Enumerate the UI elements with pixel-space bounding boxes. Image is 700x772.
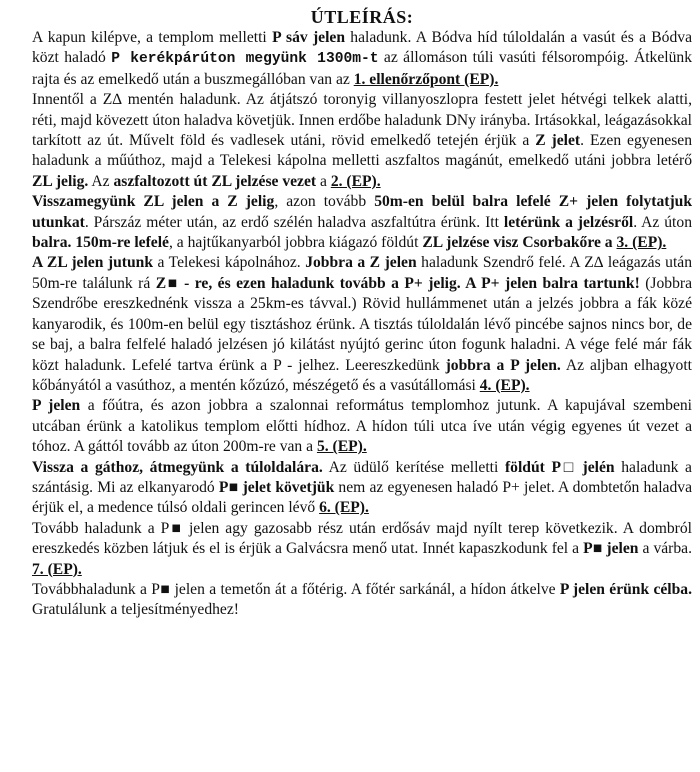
body-text: Továbbhaladunk a P■ jelen a temetőn át a főtérig. A főtér sarkánál, a hídon átkelve <box>32 580 560 598</box>
route-paragraph-7 <box>32 519 692 580</box>
route-paragraph-8 <box>32 580 692 621</box>
route-paragraph-6 <box>32 458 692 519</box>
route-paragraph-3 <box>32 192 692 253</box>
bold-text: P jelen <box>32 397 81 415</box>
bold-text: balra. 150m-re lefelé <box>32 234 169 252</box>
body-text: . Párszáz méter után, az erdő szélén haladva aszfaltútra érünk. Itt <box>84 213 504 231</box>
body-text: Gratulálunk a teljesítményedhez! <box>32 601 239 619</box>
checkpoint-label: 5. (EP). <box>316 438 367 456</box>
body-text: , azon tovább <box>274 193 375 211</box>
body-text: Tovább haladunk a P■ jelen agy gazosabb rész után erdősáv majd nyílt terep következik. A dombról ereszkedés közben látjuk és el is érjük a Galvácsra menő utat. Innét kapaszkodunk fel a <box>32 519 692 558</box>
route-paragraph-4 <box>32 253 692 396</box>
bold-text: P sáv jelen <box>272 29 346 46</box>
bold-text: A ZL jelen jutunk <box>32 254 153 272</box>
body-text: , a hajtűkanyarból jobbra kiágazó földút <box>168 234 423 252</box>
route-description <box>32 28 692 621</box>
body-text: a Telekesi kápolnához. <box>153 254 306 272</box>
bold-text: Vissza a gáthoz, átmegyünk a túloldalára. <box>32 458 323 476</box>
checkpoint-label: 6. (EP). <box>319 499 369 517</box>
body-text: Az üdülő kerítése melletti <box>322 458 505 476</box>
bold-text: Visszamegyünk ZL jelen a Z jelig <box>32 193 275 211</box>
route-paragraph-2 <box>32 90 692 192</box>
bold-text: P■ jelet követjük <box>218 478 335 496</box>
body-text: a főútra, és azon jobbra a szalonnai református templomhoz jutunk. A kapujával szembeni utcában érünk a katolikus templom előtti hídhoz. A hídon túli utca íve után végig egyenes út vezet a tóhoz. A gáttól tovább az úton 200m-re van a <box>32 397 692 456</box>
checkpoint-label: 7. (EP). <box>32 560 82 578</box>
checkpoint-label: 3. (EP). <box>616 234 667 252</box>
body-text: (Jobbra Szendrőbe ereszkednénk vissza a 25km-es távval.) Rövid hullámmenet után a jelzés jobbra a fák közé kanyarodik, és 100m-en belül egy tisztáshoz érünk. A tisztás túloldalán lévő pincébe sajnos nincs bor, de se baj, a balra felfelé haladó jelzésen jó kilátást nyújtó gerinc úton fogunk haladni. A vége felé már fák közt haladunk. Lefelé tartva érünk a P - jelhez. Leereszkedünk <box>32 274 692 374</box>
bold-text: P jelen érünk célba. <box>559 580 693 598</box>
route-paragraph-1 <box>32 28 692 90</box>
bold-text: 50m-en belül balra lefelé Z+ jelen folytatjuk utunkat <box>32 193 692 231</box>
bold-text: jobbra a P jelen. <box>445 356 561 374</box>
bold-text: letérünk a jelzésről <box>503 213 634 231</box>
body-text: haladunk a szántásig. Mi az elkanyarodó <box>32 458 692 496</box>
body-text: Az aljban elhagyott kőbányától a vasúthoz, a mentén kőzúzó, mészégető és a vasútállomási <box>32 356 692 394</box>
body-text: haladunk Szendrő felé. A Z∆ leágazás után 50m-re találunk rá <box>32 254 693 292</box>
bold-text: ZL jelzése visz Csorbakőre a <box>422 234 613 252</box>
bold-text: Jobbra a Z jelen <box>305 254 417 272</box>
body-text: a <box>316 172 331 190</box>
body-text: . Az úton <box>633 213 692 231</box>
bold-text: P■ jelen <box>583 540 639 558</box>
bold-text: ZL jelig. <box>32 172 89 190</box>
body-text: Az <box>88 172 114 190</box>
bold-text: Z jelet <box>535 132 581 150</box>
body-text: nem az egyenesen haladó P+ jelet. A dombtetőn haladva érjük el, a medence túlsó oldali gerincen lévő <box>32 478 692 517</box>
body-text: a várba. <box>638 540 692 558</box>
body-text: . Ezen egyenesen haladunk a műúthoz, majd a Telekesi kápolna melletti aszfaltos magánút, emelkedő utáni jobbra letérő <box>32 132 692 170</box>
checkpoint-label: 2. (EP). <box>330 172 381 190</box>
body-text: Innentől a Z∆ mentén haladunk. Az átjátszó toronyig villanyoszlopra festett jelet hétvégi telkek alatti, réti, majd kövezett úton haladva követjük. Innen erdőbe haladunk DNy irányba. Irtásokkal, leágazásokkal tarkított az út. Művelt föld és vadlesek utáni, rövid emelkedő tetején érjük a <box>32 91 692 150</box>
route-paragraph-5 <box>32 396 692 457</box>
body-text: az állomáson túli vasúti félsorompóig. Átkelünk rajta és az emelkedő után a buszmegállóban van az <box>32 49 693 88</box>
body-text: A kapun kilépve, a templom melletti <box>32 29 273 46</box>
body-text: haladunk. A Bódva híd túloldalán a vasút és a Bódva közt haladó <box>32 29 692 67</box>
bold-text: P kerékpárúton megyünk 1300m-t <box>111 51 379 68</box>
checkpoint-label: 1. ellenőrzőpont (EP). <box>353 70 499 88</box>
bold-text: földút P□ jelén <box>504 458 615 476</box>
document-title: ÚTLEÍRÁS: <box>310 7 414 27</box>
bold-text: aszfaltozott út ZL jelzése vezet <box>113 172 317 190</box>
bold-text: Z■ - re, és ezen haladunk tovább a P+ jelig. A P+ jelen balra tartunk! <box>155 274 640 292</box>
checkpoint-label: 4. (EP). <box>479 376 530 394</box>
